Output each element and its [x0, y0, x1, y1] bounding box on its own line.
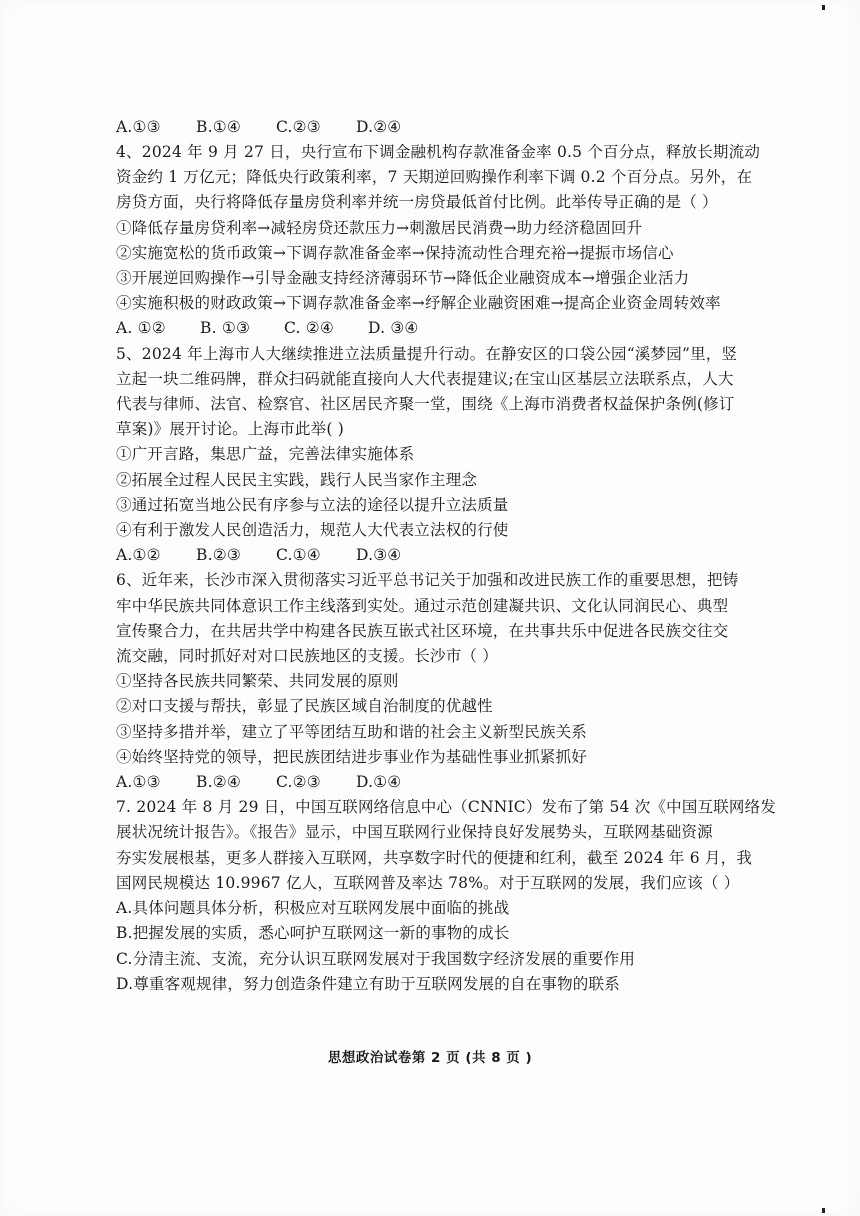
q4-option-a: A. ①②	[116, 319, 166, 338]
question-4	[116, 140, 761, 342]
q6-item-1: ①坚持各民族共同繁荣、共同发展的原则	[116, 672, 399, 691]
q5-stem-line: 立起一块二维码牌，群众扫码就能直接向人大代表提建议;在宝山区基层立法联系点，人大	[116, 369, 734, 388]
q5-option-c: C.①④	[276, 546, 321, 565]
q7-option-b: B.把握发展的实质，悉心呵护互联网这一新的事物的成长	[116, 924, 510, 943]
q4-option-b: B. ①③	[200, 319, 251, 338]
q5-stem-line: 代表与律师、法官、检察官、社区居民齐聚一堂，围绕《上海市消费者权益保护条例(修订	[116, 395, 735, 414]
q4-stem-line: 4、2024 年 9 月 27 日，央行宣布下调金融机构存款准备金率 0.5 个百分点，释放长期流动	[116, 143, 761, 161]
q4-stem-line: 房贷方面，央行将降低存量房贷利率并统一房贷最低首付比例。此举传导正确的是（ ）	[116, 193, 718, 212]
question-6	[116, 568, 756, 795]
q5-options	[116, 543, 756, 568]
q6-stem-line: 流交融，同时抓好对对口民族地区的支援。长沙市（ ）	[116, 647, 498, 666]
q6-stem-line: 6、近年来，长沙市深入贯彻落实习近平总书记关于加强和改进民族工作的重要思想，把铸	[116, 571, 739, 590]
page-footer: 思想政治试卷第 2 页 (共 8 页 )	[327, 1050, 533, 1066]
exam-content	[116, 115, 777, 997]
q6-item-3: ③坚持多措并举，建立了平等团结互助和谐的社会主义新型民族关系	[116, 722, 588, 741]
q6-option-c: C.②③	[276, 773, 321, 792]
q5-option-d: D.③④	[356, 546, 402, 565]
q7-option-c: C.分清主流、支流，充分认识互联网发展对于我国数字经济发展的重要作用	[116, 949, 636, 968]
q3-option-a: A.①③	[116, 118, 161, 136]
q3-option-b: B.①④	[196, 118, 241, 136]
q6-item-4: ④始终坚持党的领导，把民族团结进步事业作为基础性事业抓紧抓好	[116, 747, 588, 766]
q7-stem-line: 展状况统计报告》。《报告》显示，中国互联网行业保持良好发展势头，互联网基础资源	[116, 823, 713, 842]
q4-item-4: ④实施积极的财政政策→下调存款准备金率→纾解企业融资困难→提高企业资金周转效率	[116, 294, 721, 313]
q5-option-a: A.①②	[116, 546, 161, 565]
q5-stem-line: 草案)》展开讨论。上海市此举( )	[116, 420, 344, 439]
q3-option-c: C.②③	[276, 118, 321, 136]
q7-stem-line: 7. 2024 年 8 月 29 日，中国互联网络信息中心（CNNIC）发布了第 54 次《中国互联网络发	[116, 798, 777, 817]
q6-option-b: B.②④	[196, 773, 241, 792]
q7-option-d: D.尊重客观规律，努力创造条件建立有助于互联网发展的自在事物的联系	[116, 974, 620, 993]
corner-mark-top	[822, 5, 825, 10]
q5-item-1: ①广开言路，集思广益，完善法律实施体系	[116, 445, 415, 464]
q4-option-c: C. ②④	[284, 319, 334, 338]
q4-options	[116, 316, 756, 341]
q6-stem-line: 宣传聚合力，在共居共学中构建各民族互嵌式社区环境，在共事共乐中促进各民族交往交	[116, 621, 729, 640]
q5-stem-line: 5、2024 年上海市人大继续推进立法质量提升行动。在静安区的口袋公园“溪梦园”里，竖	[116, 344, 738, 363]
q6-item-2: ②对口支援与帮扶，彰显了民族区域自治制度的优越性	[116, 697, 493, 716]
q7-stem-line: 国网民规模达 10.9967 亿人，互联网普及率达 78%。对于互联网的发展，我们应该（ ）	[116, 873, 740, 892]
q5-item-4: ④有利于激发人民创造活力，规范人大代表立法权的行使	[116, 521, 509, 540]
question-5	[116, 342, 756, 569]
q3-option-d: D.②④	[356, 118, 402, 136]
question-7	[116, 795, 777, 997]
q4-stem-line: 资金约 1 万亿元；降低央行政策利率，7 天期逆回购操作利率下调 0.2 个百分点。另外，在	[116, 168, 753, 187]
q5-item-3: ③通过拓宽当地公民有序参与立法的途径以提升立法质量	[116, 495, 509, 514]
q6-option-a: A.①③	[116, 773, 161, 792]
q4-item-3: ③开展逆回购操作→引导金融支持经济薄弱环节→降低企业融资成本→增强企业活力	[116, 269, 690, 288]
q6-options	[116, 770, 756, 795]
q5-item-2: ②拓展全过程人民民主实践，践行人民当家作主理念	[116, 470, 478, 489]
corner-mark-bottom	[822, 1208, 825, 1213]
q6-option-d: D.①④	[356, 773, 402, 792]
q7-option-a: A.具体问题具体分析，积极应对互联网发展中面临的挑战	[116, 899, 510, 918]
q7-stem-line: 夯实发展根基，更多人群接入互联网，共享数字时代的便捷和红利，截至 2024 年 6 月，我	[116, 848, 753, 867]
q6-stem-line: 牢中华民族共同体意识工作主线落到实处。通过示范创建凝共识、文化认同润民心、典型	[116, 596, 729, 615]
q4-item-1: ①降低存量房贷利率→减轻房贷还款压力→刺激居民消费→助力经济稳固回升	[116, 218, 643, 237]
q5-option-b: B.②③	[196, 546, 241, 565]
q4-option-d: D. ③④	[368, 319, 419, 338]
q4-item-2: ②实施宽松的货币政策→下调存款准备金率→保持流动性合理充裕→提振市场信心	[116, 243, 674, 262]
q3-options	[116, 115, 756, 140]
